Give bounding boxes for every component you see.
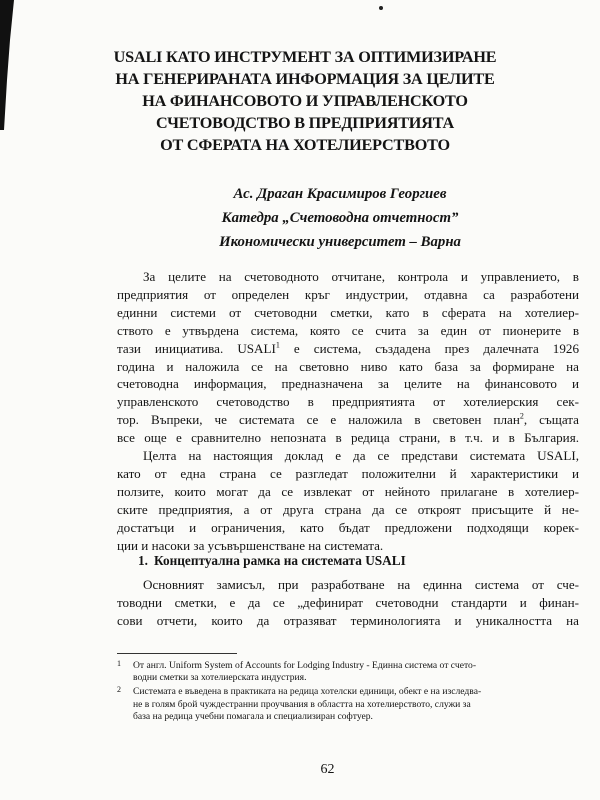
paragraph-line: ции и насоки за усъвършенстване на системата.	[117, 537, 384, 553]
paragraph-segment: е система, създадена през далечната 1926	[279, 340, 579, 356]
section-heading	[138, 552, 558, 570]
footnote-line: не в голям брой чуждестранни проучвания в областта на хотелиерството, служи за	[133, 698, 471, 710]
author-department: Катедра „Счетоводна отчетност”	[221, 210, 459, 226]
paragraph-line: Целта на настоящия доклад е да се представи системата USALI,	[143, 448, 579, 464]
author-block	[160, 182, 520, 254]
paragraph-line: все още е сравнително непозната в редица страни, в т.ч. и в България.	[117, 430, 579, 446]
scan-speck	[379, 6, 383, 10]
paragraph-line	[117, 411, 579, 429]
scan-edge-shadow	[0, 0, 18, 130]
footnote-separator	[117, 653, 237, 654]
title-line: ОТ СФЕРАТА НА ХОТЕЛИЕРСТВОТО	[160, 136, 450, 154]
paragraph-line: Основният замисъл, при разработване на единна система от сче-	[143, 577, 579, 592]
title-line: НА ФИНАНСОВОТО И УПРАВЛЕНСКОТО	[142, 92, 468, 110]
footnote-ref-1: 1	[275, 340, 280, 350]
paragraph-line: единни системи от счетоводни сметки, като в сферата на хотелиер-	[117, 304, 579, 320]
paragraph-line: управленското счетоводство в предприятията от хотелиерския сек-	[117, 394, 579, 410]
title-line: СЧЕТОВОДСТВО В ПРЕДПРИЯТИЯТА	[156, 114, 454, 132]
paragraph-line: сови отчети, които да отразяват терминологията и уникалността на	[117, 612, 579, 628]
author-university: Икономически университет – Варна	[219, 234, 461, 250]
paragraph-line: счетоводна информация, предназначена за целите на финансовото и	[117, 376, 579, 392]
footnote-line: От англ. Uniform System of Accounts for Lodging Industry - Единна система от счето-	[133, 660, 477, 671]
title-line: НА ГЕНЕРИРАНАТА ИНФОРМАЦИЯ ЗА ЦЕЛИТЕ	[115, 70, 495, 88]
footnotes	[117, 660, 579, 725]
footnote-line: база на редица учебни помагала и специализиран софтуер.	[133, 710, 373, 722]
footnote-mark: 2	[117, 685, 121, 695]
footnote-line: водни сметки за хотелиерската индустрия.	[133, 672, 307, 684]
footnote-line: Системата е въведена в практиката на редица хотелски единици, обект е на изследва-	[133, 686, 482, 698]
page-number: 62	[320, 762, 335, 777]
paragraph-line: достатъци и ограничения, като бъдат предложени подходящи корек-	[117, 519, 579, 535]
paragraph-segment: тор. Въпреки, че системата се е наложила в световен план	[117, 412, 520, 428]
paragraph-line: предприятия от определен кръг индустрии, отдавна са разработени	[117, 286, 579, 302]
title-line: USALI КАТО ИНСТРУМЕНТ ЗА ОПТИМИЗИРАНЕ	[113, 48, 497, 66]
body-text	[117, 268, 579, 555]
section-number: 1.	[138, 553, 148, 568]
paragraph-line: като от една страна се разгледат положителни й характеристики и	[117, 465, 579, 481]
paragraph-line	[117, 340, 579, 358]
article-title	[70, 46, 540, 156]
paragraph-line: товодни сметки, е да се „дефинират счетоводни стандарти и финан-	[117, 594, 579, 610]
footnote-mark: 1	[117, 659, 121, 668]
paragraph-segment: тази инициатива. USALI	[117, 340, 276, 356]
paragraph-line: ството е утвърдена система, която се счита за един от пионерите в	[117, 322, 579, 338]
author-name: Ас. Драган Красимиров Георгиев	[233, 186, 447, 202]
body-text-continued	[117, 576, 579, 630]
section-title: Концептуална рамка на системата USALI	[153, 553, 406, 568]
footnote-ref-2: 2	[519, 411, 524, 421]
paragraph-segment: , същата	[523, 412, 579, 428]
paragraph-line: година и наложила се на световно ниво като база за формиране на	[117, 358, 579, 374]
paragraph-line: ските предприятия, а от друга страна да се откроят присъщите й не-	[117, 501, 579, 517]
paragraph-line: ползите, които могат да се извлекат от нейното прилагане в хотелиер-	[117, 483, 579, 499]
footnote-1	[117, 660, 579, 684]
footnote-2	[117, 686, 579, 723]
paragraph-line: За целите на счетоводното отчитане, контрола и управлението, в	[143, 269, 579, 284]
